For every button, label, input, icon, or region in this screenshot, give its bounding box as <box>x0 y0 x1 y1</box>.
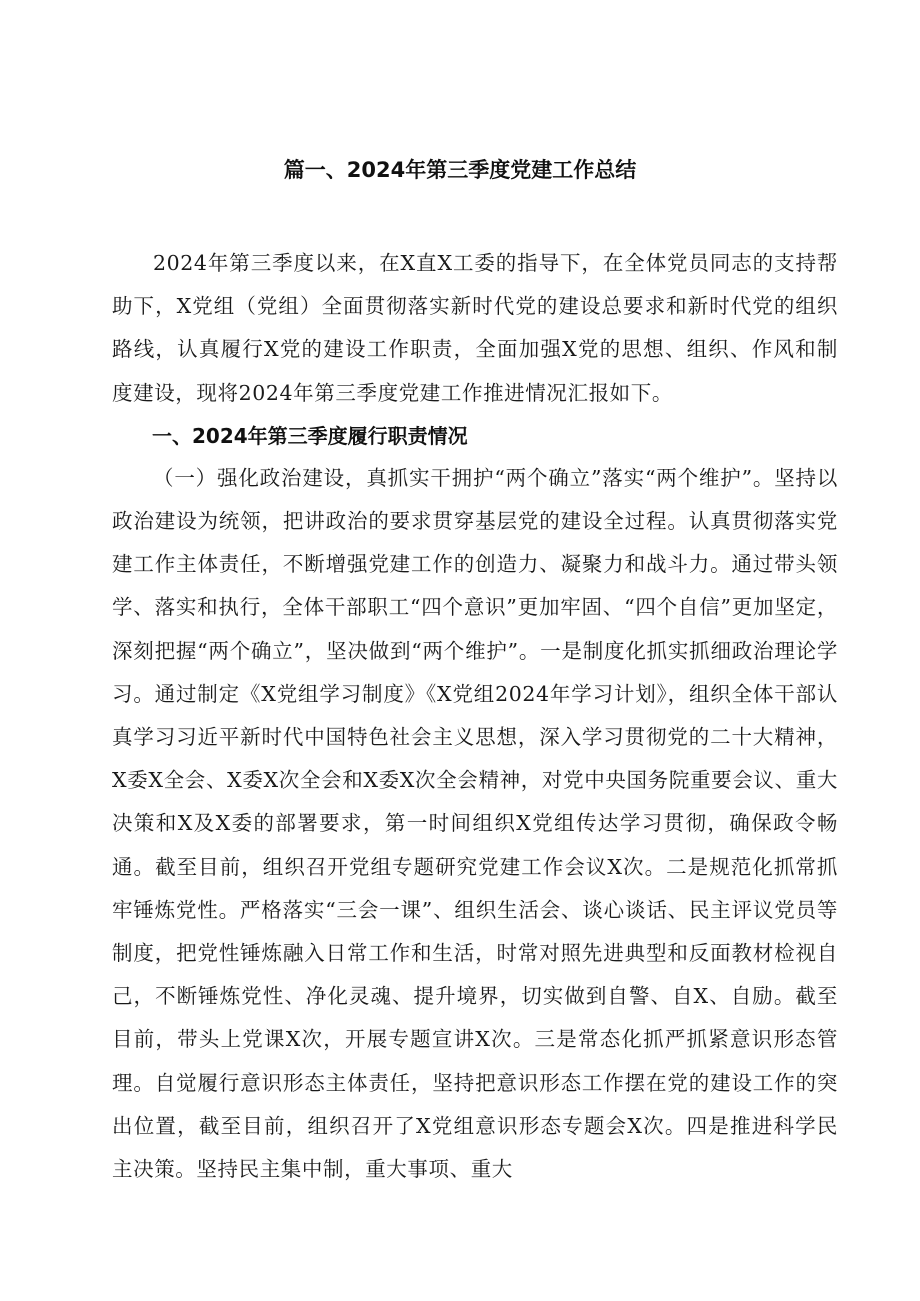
document-title: 篇一、2024年第三季度党建工作总结 <box>283 158 637 182</box>
section-paragraph: （一）强化政治建设，真抓实干拥护“两个确立”落实“两个维护”。坚持以政治建设为统领，把讲政治的要求贯穿基层党的建设全过程。认真贯彻落实党建工作主体责任，不断增强党建工作的创造力、凝聚力和战斗力。通过带头领学、落实和执行，全体干部职工“四个意识”更加牢固、“四个自信”更加坚定，深刻把握“两个确立”，坚决做到“两个维护”。一是制度化抓实抓细政治理论学习。通过制定《X党组学习制度》《X党组2024年学习计划》，组织全体干部认真学习习近平新时代中国特色社会主义思想，深入学习贯彻党的二十大精神，X委X全会、X委X次全会和X委X次全会精神，对党中央国务院重要会议、重大决策和X及X委的部署要求，第一时间组织X党组传达学习贯彻，确保政令畅通。截至目前，组织召开党组专题研究党建工作会议X次。二是规范化抓常抓牢锤炼党性。严格落实“三会一课”、组织生活会、谈心谈话、民主评议党员等制度，把党性锤炼融入日常工作和生活，时常对照先进典型和反面教材检视自己，不断锤炼党性、净化灵魂、提升境界，切实做到自警、自X、自励。截至目前，带头上党课X次，开展专题宣讲X次。三是常态化抓严抓紧意识形态管理。自觉履行意识形态主体责任，坚持把意识形态工作摆在党的建设工作的突出位置，截至目前，组织召开了X党组意识形态专题会X次。四是推进科学民主决策。坚持民主集中制，重大事项、重大 <box>112 465 838 1182</box>
intro-paragraph: 2024年第三季度以来，在X直X工委的指导下，在全体党员同志的支持帮助下，X党组（党组）全面贯彻落实新时代党的建设总要求和新时代党的组织路线，认真履行X党的建设工作职责，全面加强X党的思想、组织、作风和制度建设，现将2024年第三季度党建工作推进情况汇报如下。 <box>112 251 838 405</box>
section-heading: 一、2024年第三季度履行职责情况 <box>152 423 468 448</box>
document-body <box>112 242 838 1191</box>
